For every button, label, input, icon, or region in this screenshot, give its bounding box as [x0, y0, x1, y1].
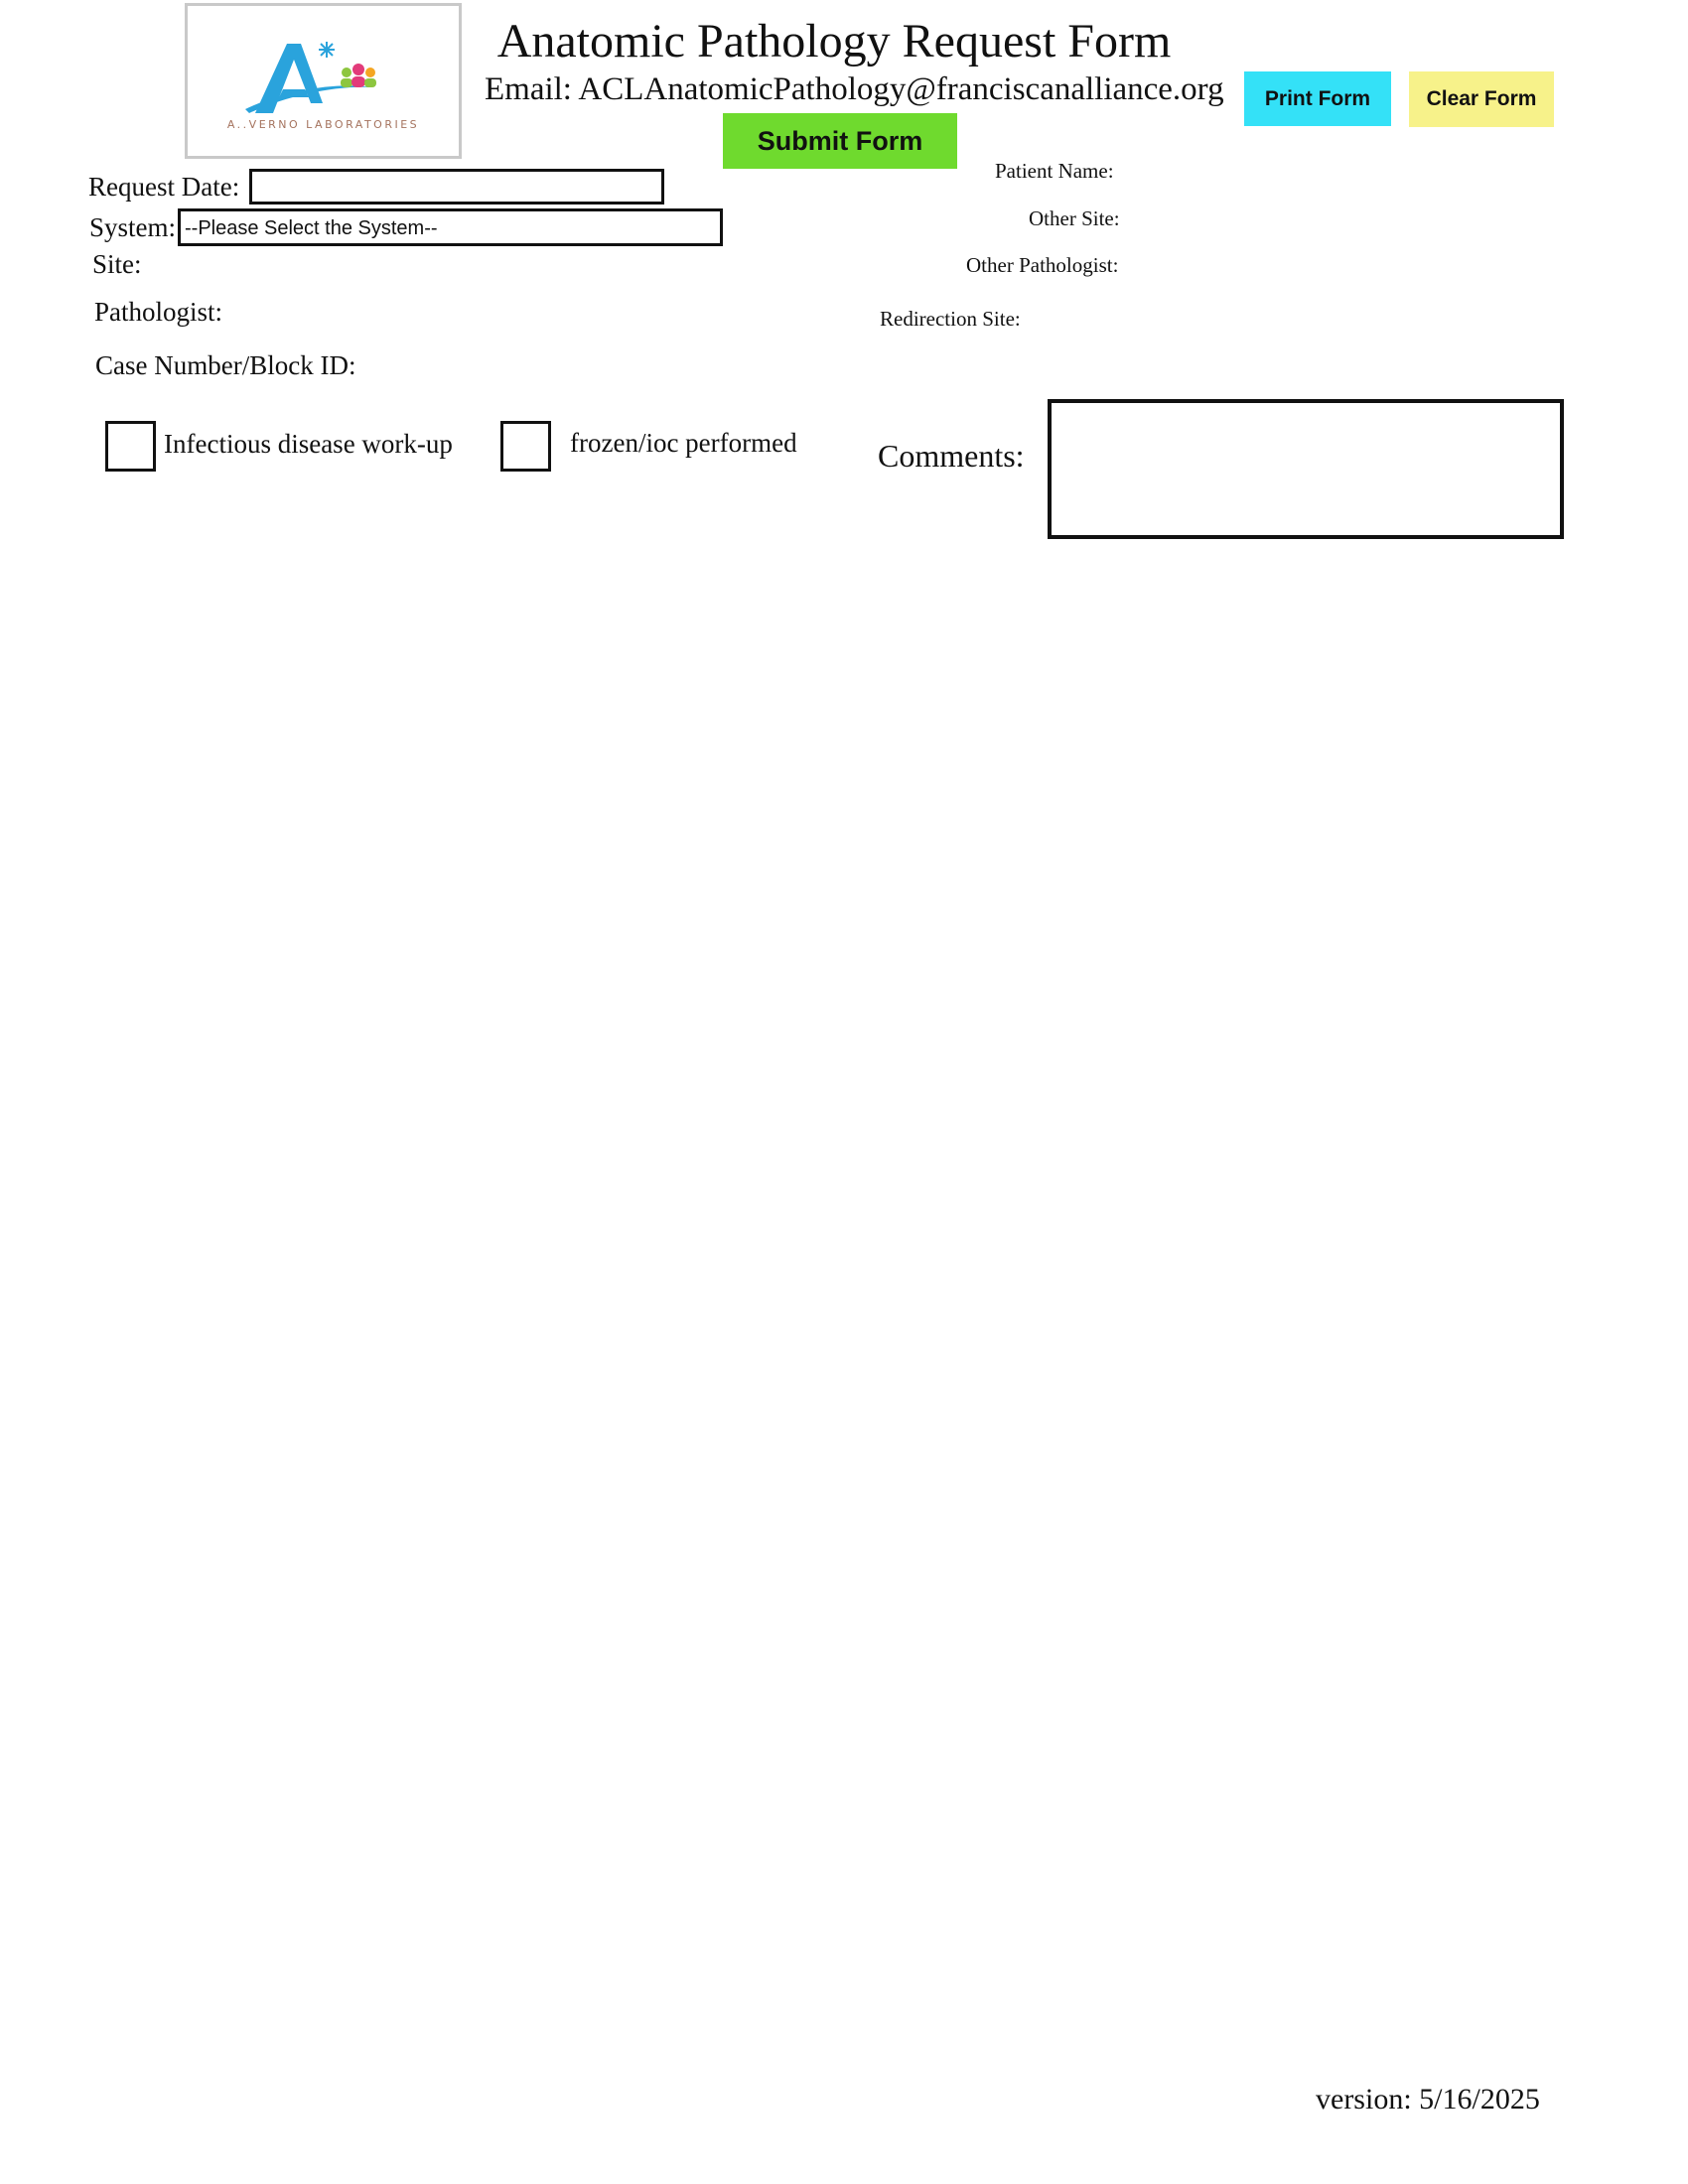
comments-label: Comments: — [878, 438, 1025, 474]
email-line: Email: ACLAnatomicPathology@franciscanalliance.org — [485, 71, 1224, 107]
infectious-disease-label: Infectious disease work-up — [164, 429, 453, 459]
print-form-button[interactable]: Print Form — [1244, 71, 1391, 126]
logo-text: A..VERNO LABORATORIES — [226, 118, 420, 131]
system-dropdown[interactable]: --Please Select the System-- — [178, 208, 723, 246]
clear-form-button[interactable]: Clear Form — [1409, 71, 1554, 127]
redirection-site-label: Redirection Site: — [880, 307, 1021, 331]
infectious-disease-checkbox[interactable] — [105, 421, 156, 472]
site-label: Site: — [92, 249, 142, 279]
request-date-field[interactable] — [249, 169, 664, 205]
request-date-label: Request Date: — [88, 172, 240, 202]
frozen-ioc-checkbox[interactable] — [500, 421, 551, 472]
page-title: Anatomic Pathology Request Form — [496, 15, 1172, 68]
version-text: version: 5/16/2025 — [1316, 2083, 1540, 2116]
submit-form-button[interactable]: Submit Form — [723, 113, 957, 169]
patient-name-label: Patient Name: — [995, 159, 1114, 183]
comments-field[interactable] — [1048, 399, 1564, 539]
frozen-ioc-label: frozen/ioc performed — [570, 428, 797, 458]
other-site-label: Other Site: — [1029, 206, 1120, 230]
alverno-logo-icon — [188, 6, 459, 156]
logo — [185, 3, 462, 159]
other-pathologist-label: Other Pathologist: — [966, 253, 1119, 277]
system-label: System: — [89, 212, 177, 242]
case-number-label: Case Number/Block ID: — [95, 350, 356, 380]
pathologist-label: Pathologist: — [94, 297, 223, 327]
